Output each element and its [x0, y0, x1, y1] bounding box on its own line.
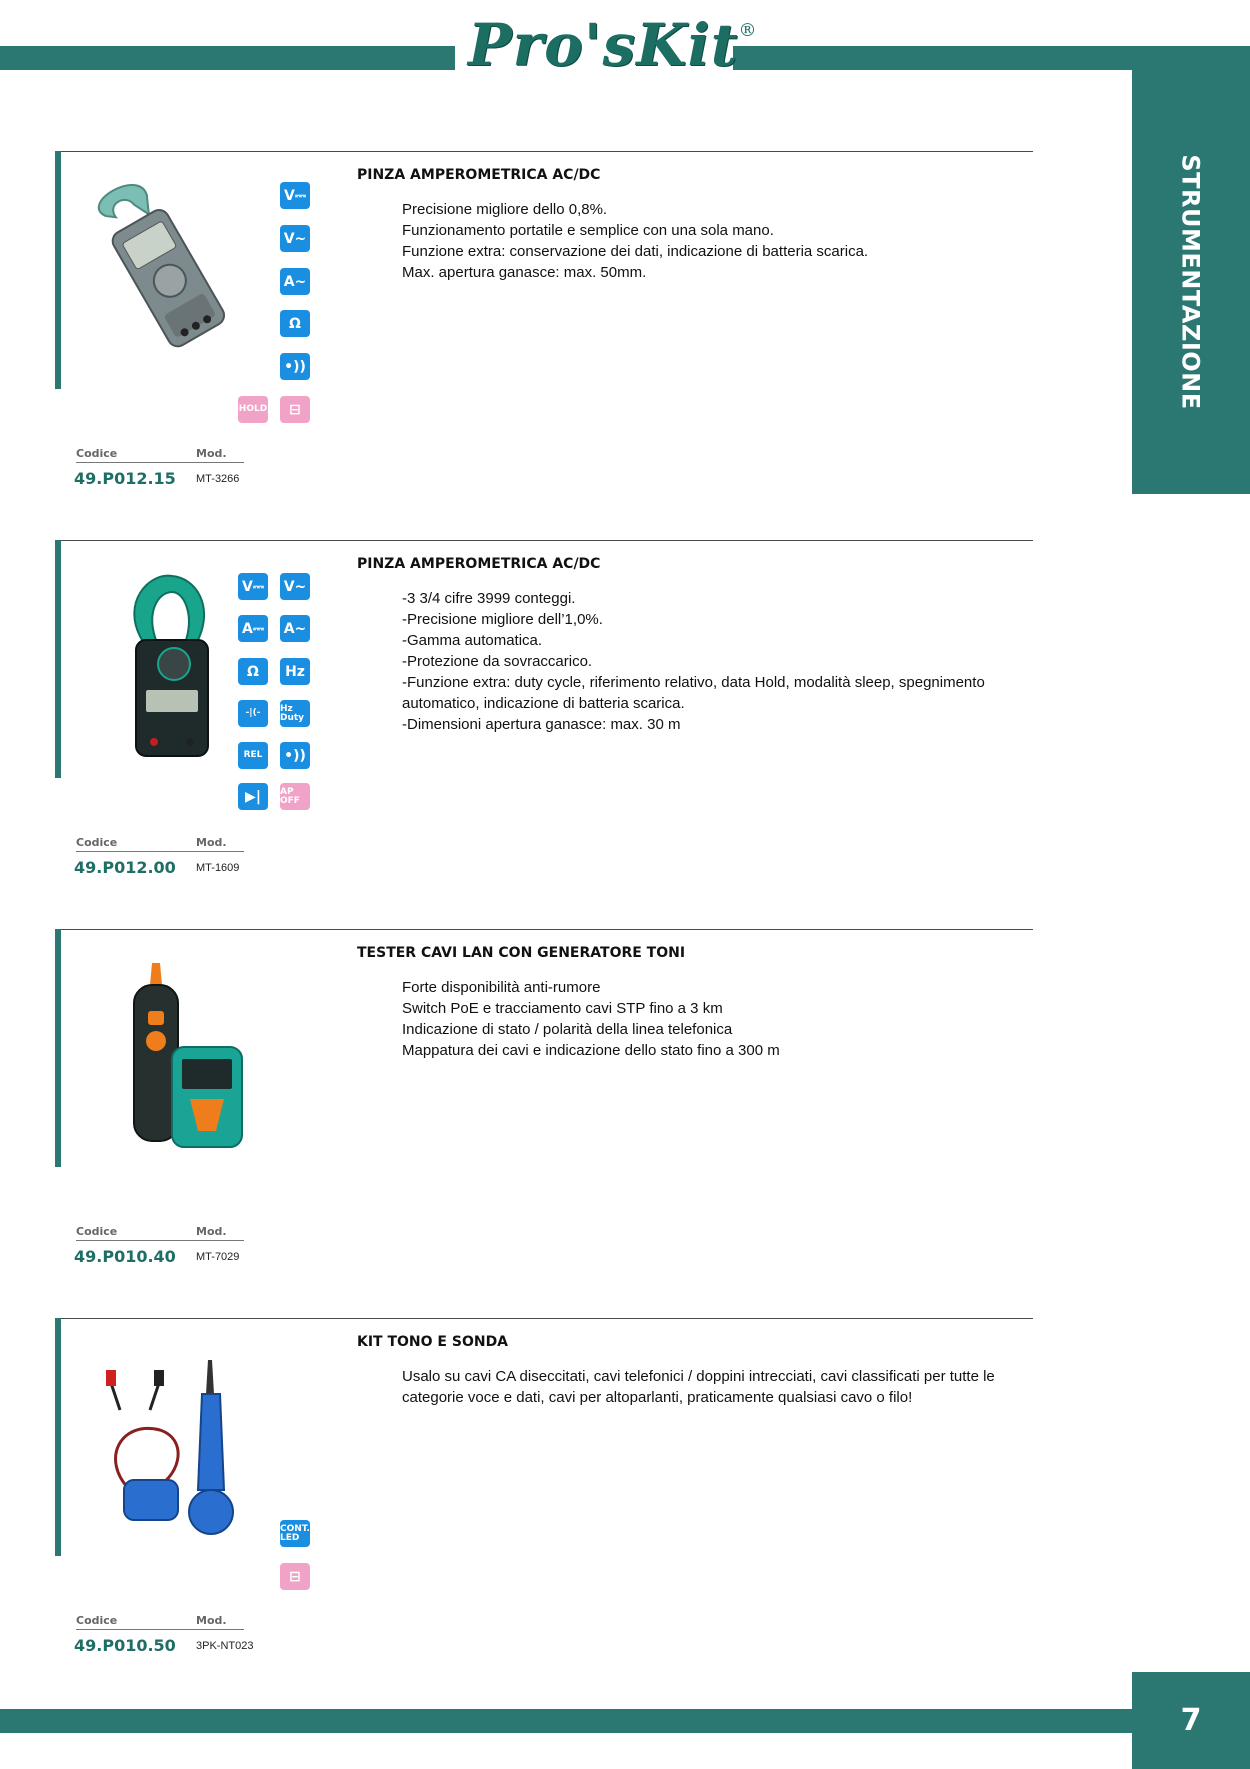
product-accent-line: [55, 1318, 61, 1556]
desc-line: Mappatura dei cavi e indicazione dello stato fino a 300 m: [402, 1042, 780, 1059]
product-accent-line: [55, 151, 61, 389]
product-1: [0, 151, 1250, 531]
diode-icon: ▶|: [238, 783, 268, 810]
desc-line: Indicazione di stato / polarità della linea telefonica: [402, 1021, 733, 1038]
code-rule: [76, 851, 244, 852]
product-accent-line: [55, 540, 61, 778]
brand-name: Pro'sKit: [468, 11, 739, 79]
product-title: PINZA AMPEROMETRICA AC/DC: [357, 556, 601, 572]
desc-line: Funzionamento portatile e semplice con una sola mano.: [402, 222, 774, 239]
dc-voltage-icon: V⎓: [238, 573, 268, 600]
desc-line: Max. apertura ganasce: max. 50mm.: [402, 264, 647, 281]
low-battery-icon: ⊟: [280, 1563, 310, 1590]
product-code: 49.P010.50: [74, 1636, 176, 1655]
dc-voltage-icon: V⎓: [280, 182, 310, 209]
product-description: [402, 1366, 1032, 1408]
product-description: [402, 199, 1032, 283]
desc-line: automatico, indicazione di batteria scarica.: [402, 695, 685, 712]
ac-current-icon: A~: [280, 268, 310, 295]
product-divider: [61, 929, 1033, 930]
product-2: [0, 540, 1250, 920]
duty-cycle-icon: Hz Duty: [280, 700, 310, 727]
dc-current-icon: A⎓: [238, 615, 268, 642]
continuity-icon: •)): [280, 742, 310, 769]
product-description: [402, 977, 1032, 1061]
product-code: 49.P012.00: [74, 858, 176, 877]
mod-label: Mod.: [196, 1614, 227, 1627]
product-divider: [61, 540, 1033, 541]
product-title: PINZA AMPEROMETRICA AC/DC: [357, 167, 601, 183]
desc-line: Funzione extra: conservazione dei dati, indicazione di batteria scarica.: [402, 243, 869, 260]
frequency-icon: Hz: [280, 658, 310, 685]
product-model: 3PK-NT023: [196, 1640, 254, 1652]
product-code: 49.P012.15: [74, 469, 176, 488]
continuity-led-icon: CONT. LED: [280, 1520, 310, 1547]
registered-mark: ®: [738, 20, 758, 41]
desc-line: Switch PoE e tracciamento cavi STP fino a 3 km: [402, 1000, 723, 1017]
hold-icon: HOLD: [238, 396, 268, 423]
resistance-icon: Ω: [280, 310, 310, 337]
product-model: MT-7029: [196, 1251, 240, 1263]
mod-label: Mod.: [196, 447, 227, 460]
section-tab-label: STRUMENTAZIONE: [1177, 154, 1206, 410]
product-3: [0, 929, 1250, 1309]
product-code: 49.P010.40: [74, 1247, 176, 1266]
clamp-meter-image: [90, 173, 250, 373]
code-rule: [76, 1629, 244, 1630]
codice-label: Codice: [76, 447, 118, 460]
desc-line: -Funzione extra: duty cycle, riferimento relativo, data Hold, modalità sleep, spegnimento: [402, 674, 985, 691]
product-model: MT-1609: [196, 862, 240, 874]
desc-line: -3 3/4 cifre 3999 conteggi.: [402, 590, 576, 607]
codice-label: Codice: [76, 1614, 118, 1627]
footer-bar: [0, 1709, 1132, 1733]
header-bar-left: [0, 46, 455, 70]
code-rule: [76, 462, 244, 463]
clamp-meter-image: [90, 562, 250, 762]
product-title: KIT TONO E SONDA: [357, 1334, 509, 1350]
capacitance-icon: -|(-: [238, 700, 268, 727]
desc-line: Forte disponibilità anti-rumore: [402, 979, 601, 996]
desc-line: categorie voce e dati, cavi per altoparlanti, praticamente qualsiasi cavo o filo!: [402, 1389, 913, 1406]
desc-line: -Dimensioni apertura ganasce: max. 30 m: [402, 716, 681, 733]
resistance-icon: Ω: [238, 658, 268, 685]
low-battery-icon: ⊟: [280, 396, 310, 423]
ac-current-icon: A~: [280, 615, 310, 642]
product-title: TESTER CAVI LAN CON GENERATORE TONI: [357, 945, 686, 961]
lan-tester-image: [90, 951, 250, 1151]
page-number-box: [1132, 1672, 1250, 1769]
ac-voltage-icon: V~: [280, 573, 310, 600]
relative-icon: REL: [238, 742, 268, 769]
mod-label: Mod.: [196, 1225, 227, 1238]
product-4: [0, 1318, 1250, 1698]
mod-label: Mod.: [196, 836, 227, 849]
product-description: [402, 588, 1032, 735]
codice-label: Codice: [76, 836, 118, 849]
tone-probe-kit-image: [90, 1340, 250, 1540]
code-rule: [76, 1240, 244, 1241]
page-number: 7: [1180, 1703, 1202, 1738]
continuity-icon: •)): [280, 353, 310, 380]
product-model: MT-3266: [196, 473, 240, 485]
desc-line: Usalo su cavi CA diseccitati, cavi telefonici / doppini intrecciati, cavi classificati per tutte le: [402, 1368, 995, 1385]
desc-line: Precisione migliore dello 0,8%.: [402, 201, 608, 218]
desc-line: -Gamma automatica.: [402, 632, 543, 649]
product-divider: [61, 151, 1033, 152]
codice-label: Codice: [76, 1225, 118, 1238]
product-accent-line: [55, 929, 61, 1167]
ac-voltage-icon: V~: [280, 225, 310, 252]
desc-line: -Protezione da sovraccarico.: [402, 653, 593, 670]
proskit-logo: [468, 6, 758, 84]
product-divider: [61, 1318, 1033, 1319]
desc-line: -Precisione migliore dell’1,0%.: [402, 611, 603, 628]
auto-power-off-icon: AP OFF: [280, 783, 310, 810]
header-bar-right: [733, 46, 1250, 70]
